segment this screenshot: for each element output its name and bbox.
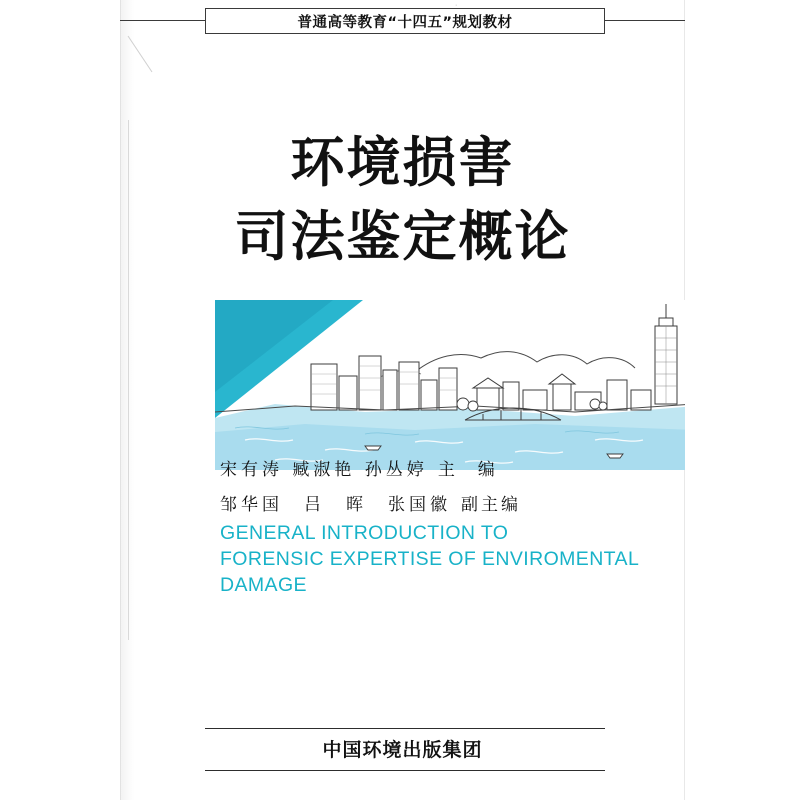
cover-spine-shading xyxy=(120,0,134,800)
author-role-primary: 主 编 xyxy=(437,460,498,480)
book-cover xyxy=(120,0,685,800)
banner-rule-right xyxy=(605,20,685,21)
publisher-name: 中国环境出版集团 xyxy=(322,739,483,761)
author-names-primary: 宋有涛 臧淑艳 孙丛婷 xyxy=(220,460,428,480)
tiny-print-mark: · xyxy=(455,2,458,9)
author-role-secondary: 副主编 xyxy=(461,495,521,515)
english-title-line-1: GENERAL INTRODUCTION TO xyxy=(220,522,509,544)
banner-rule-left xyxy=(120,20,206,21)
author-row xyxy=(220,490,680,515)
english-title-block xyxy=(220,520,685,598)
authors-block xyxy=(220,455,680,525)
cover-title-block xyxy=(120,130,685,270)
author-names-secondary: 邹华国 吕 晖 张国徽 xyxy=(220,495,451,515)
publisher-rule-top xyxy=(205,728,605,729)
title-line-2: 司法鉴定概论 xyxy=(234,205,571,268)
title-line-1: 环境损害 xyxy=(290,131,515,194)
city-skyline-waterfront-illustration xyxy=(215,300,685,470)
decorative-diagonal-mark xyxy=(126,34,156,74)
english-title-line-2: FORENSIC EXPERTISE OF ENVIROMENTAL DAMAGE xyxy=(220,548,639,596)
publisher-rule-bottom xyxy=(205,770,605,771)
series-banner-label: 普通高等教育“十四五”规划教材 xyxy=(297,14,513,31)
author-row xyxy=(220,455,680,480)
cover-left-edge xyxy=(120,0,121,800)
series-banner xyxy=(205,8,605,34)
